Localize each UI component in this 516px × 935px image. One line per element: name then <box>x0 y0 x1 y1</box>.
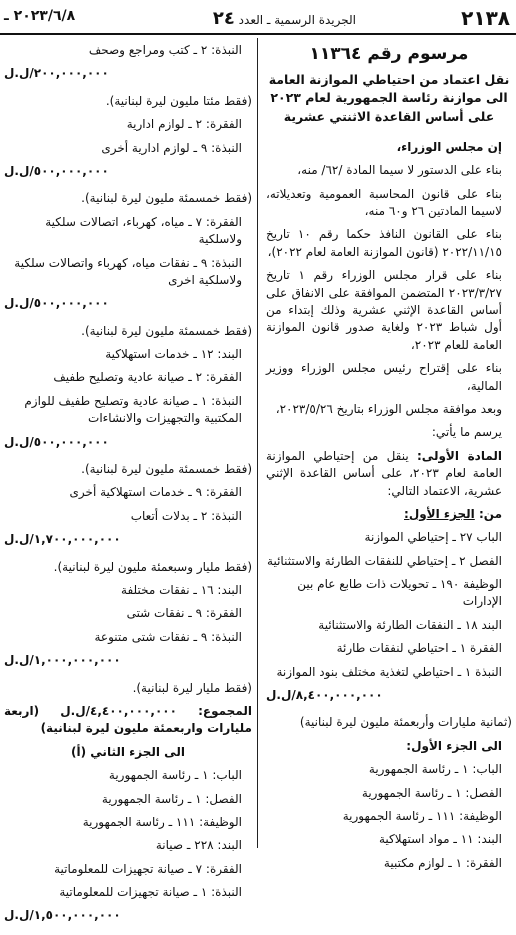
total-line: المجموع: ٤,٤٠٠,٠٠٠,٠٠٠/ل.ل (اربعة مليارات واربعمئة مليون ليرة لبنانية) <box>4 703 252 736</box>
page-header <box>0 0 516 36</box>
block-5-words: (فقط مليار وسبعمئة مليون ليرة لبنانية). <box>53 559 252 574</box>
budget-block-2 <box>4 116 252 157</box>
gazette-title <box>213 8 356 29</box>
to-line: الوظيفة: ١١١ ـ رئاسة الجمهورية <box>342 809 502 823</box>
from-line: النبذة ١ ـ احتياطي لتغذية مختلف بنود الموازنة <box>276 664 502 679</box>
preamble-5: بناء على إقتراح رئيس مجلس الوزراء ووزير المالية، <box>266 361 502 393</box>
from-amount: ٨,٤٠٠,٠٠٠,٠٠٠/ل.ل <box>266 688 383 703</box>
article-1-label: المادة الأولى: <box>417 448 502 463</box>
budget-line: النبذة: ١ ـ صيانة عادية وتصليح طفيف للوازم المكتبية والتجهيزات والانشاءات <box>24 393 242 426</box>
block-3-words: (فقط خمسمئة مليون ليرة لبنانية). <box>81 323 252 338</box>
page-number: ٢١٣٨ <box>461 6 510 30</box>
budget-block-5 <box>4 484 252 525</box>
right-column <box>266 42 512 878</box>
article-1-text: ينقل من إحتياطي الموازنة العامة لعام ٢٠٢٣، على أساس القاعدة الإثني عشرية، الاعتماد التالي: <box>266 448 502 498</box>
budget-line: النبذة: ٩ ـ لوازم ادارية أخرى <box>101 140 242 155</box>
from-header <box>266 506 512 523</box>
decrees-line: يرسم ما يأتي: <box>431 425 502 440</box>
block-3-amount: ٥٠٠,٠٠٠,٠٠٠/ل.ل <box>4 296 109 311</box>
block-2-words: (فقط خمسمئة مليون ليرة لبنانية). <box>81 191 252 206</box>
budget-line: الفقرة: ٩ ـ نفقات شتى <box>126 606 242 621</box>
budget-line: البند: ١٦ ـ نفقات مختلفة <box>121 582 242 597</box>
budget-line: الباب: ١ ـ رئاسة الجمهورية <box>108 768 242 783</box>
gazette-name: الجريدة الرسمية ـ العدد <box>238 13 356 27</box>
budget-line: النبذة: ١ ـ صيانة تجهيزات للمعلوماتية <box>59 885 242 900</box>
block-2-amount: ٥٠٠,٠٠٠,٠٠٠/ل.ل <box>4 163 109 178</box>
block-5-amount: ١,٧٠٠,٠٠٠,٠٠٠/ل.ل <box>4 532 121 547</box>
preamble-4: بناء على قرار مجلس الوزراء رقم ١ تاريخ ٢٠٢٣/٣/٢٧ المتضمن الموافقة على الانفاق على أساس القاعدة الإثني عشرية وذلك إبتداء من أول شباط ٢٠٢٣ ولغاية صدور قانون الموازنة العامة للعام ٢٠٢٣، <box>266 268 502 352</box>
budget-line: النبذة: ٢ ـ بدلات أتعاب <box>130 508 242 523</box>
from-amount-words: (ثمانية مليارات وأربعمئة مليون ليرة لبنانية) <box>299 715 512 730</box>
block-6-words: (فقط مليار ليرة لبنانية). <box>132 680 252 695</box>
budget-line: الفقرة: ٢ ـ صيانة عادية وتصليح طفيف <box>53 370 242 385</box>
left-column <box>4 42 252 935</box>
preamble-1: بناء على الدستور لا سيما المادة /٦٢/ منه، <box>297 163 502 178</box>
from-line: البند ١٨ ـ النفقات الطارئة والاستثنائية <box>318 617 502 632</box>
budget-block-7 <box>4 767 252 901</box>
budget-line: البند: ٢٢٨ ـ صيانة <box>155 838 242 853</box>
column-divider <box>257 38 258 848</box>
budget-line: الفقرة: ٧ ـ مياه، كهرباء، اتصالات سلكية ولاسلكية <box>45 214 242 247</box>
from-prefix: من: <box>478 506 502 521</box>
to-header: الى الجزء الأول: <box>406 738 502 753</box>
preamble-3: بناء على القانون النافذ حكما رقم ١٠ تاريخ ٢٠٢٢/١١/١٥ (قانون الموازنة العامة لعام ٢٠٢٢)، <box>266 227 502 259</box>
header-rule <box>0 33 516 35</box>
budget-block-1 <box>4 42 252 59</box>
budget-block-3 <box>4 214 252 290</box>
budget-block-6 <box>4 582 252 646</box>
block-6-amount: ١,٠٠٠,٠٠٠,٠٠٠/ل.ل <box>4 653 121 668</box>
council-intro: إن مجلس الوزراء، <box>396 139 502 154</box>
preamble-6: وبعد موافقة مجلس الوزراء بتاريخ ٢٠٢٣/٥/٢٦، <box>275 401 502 416</box>
budget-line: النبذة: ٩ ـ نفقات مياه، كهرباء واتصالات سلكية ولاسلكية اخرى <box>14 255 242 287</box>
to-line: البند: ١١ ـ مواد استهلاكية <box>378 832 502 847</box>
from-line: الوظيفة ١٩٠ ـ تحويلات ذات طابع عام بين الإدارات <box>297 577 502 609</box>
from-lines <box>266 529 512 681</box>
to-lines <box>266 761 512 872</box>
budget-line: الفقرة: ٢ ـ لوازم ادارية <box>126 117 242 132</box>
block-1-words: (فقط مئتا مليون ليرة لبنانية). <box>105 93 252 108</box>
block-7-amount: ١,٥٠٠,٠٠٠,٠٠٠/ل.ل <box>4 908 121 923</box>
budget-line: النبذة: ٢ ـ كتب ومراجع وصحف <box>88 43 242 57</box>
article-1 <box>266 448 512 500</box>
budget-line: البند: ١٢ ـ خدمات استهلاكية <box>105 347 242 362</box>
from-part: الجزء الأول: <box>404 506 475 521</box>
block-1-amount: ٢٠٠,٠٠٠,٠٠٠/ل.ل <box>4 66 109 81</box>
budget-line: النبذة: ٩ ـ نفقات شتى متنوعة <box>94 629 242 644</box>
decree-title: مرسوم رقم ١١٣٦٤ <box>309 44 469 64</box>
to-part-2-header: الى الجزء الثاني (أ) <box>71 744 185 759</box>
block-4-words: (فقط خمسمئة مليون ليرة لبنانية). <box>81 462 252 477</box>
budget-line: الفقرة: ٧ ـ صيانة تجهيزات للمعلوماتية <box>54 861 242 876</box>
budget-block-4 <box>4 346 252 428</box>
from-line: الباب ٢٧ ـ إحتياطي الموازنة <box>364 530 502 545</box>
to-line: الباب: ١ ـ رئاسة الجمهورية <box>368 762 502 777</box>
block-4-amount: ٥٠٠,٠٠٠,٠٠٠/ل.ل <box>4 434 109 449</box>
budget-line: الفقرة: ٩ ـ خدمات استهلاكية أخرى <box>69 485 242 500</box>
to-line: الفصل: ١ ـ رئاسة الجمهورية <box>361 785 502 800</box>
preamble-2: بناء على قانون المحاسبة العمومية وتعديلاته، لاسيما المادتين ٢٦ و٦٠ منه، <box>266 186 502 219</box>
decree-subject: نقل اعتماد من احتياطي الموازنة العامة الى موازنة رئاسة الجمهورية لعام ٢٠٢٣ على أساس القاعدة الاثنتي عشرية <box>268 71 510 125</box>
issue-number: ٢٤ <box>212 8 235 29</box>
from-line: الفصل ٢ ـ إحتياطي للنفقات الطارئة والاستثنائية <box>267 553 502 568</box>
issue-date: ٢٠٢٣/٦/٨ ـ <box>4 8 76 24</box>
budget-line: الوظيفة: ١١١ ـ رئاسة الجمهورية <box>82 814 242 829</box>
from-line: الفقرة ١ ـ احتياطي لنفقات طارئة <box>336 641 502 656</box>
to-line: الفقرة: ١ ـ لوازم مكتبية <box>383 855 502 870</box>
budget-line: الفصل: ١ ـ رئاسة الجمهورية <box>101 791 242 806</box>
